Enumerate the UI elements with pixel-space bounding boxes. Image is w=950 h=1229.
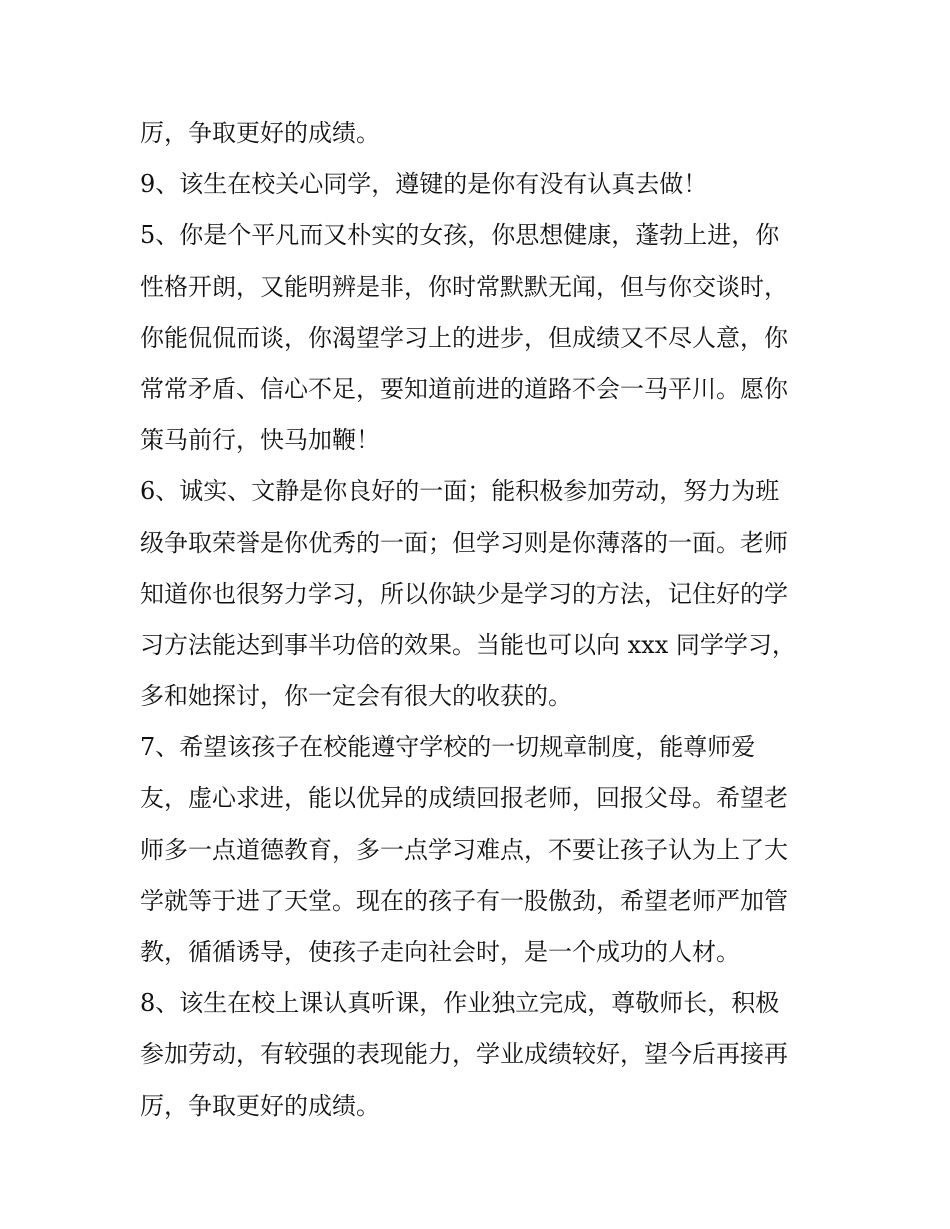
text-line: 师多一点道德教育，多一点学习难点，不要让孩子认为上了大 [140, 835, 788, 864]
text-line: 多和她探讨，你一定会有很大的收获的。 [140, 682, 572, 711]
text-line: 习方法能达到事半功倍的效果。当能也可以向 xxx 同学学习， [140, 630, 796, 659]
text-line: 8、该生在校上课认真听课，作业独立完成，尊敬师长，积极 [140, 989, 780, 1018]
text-line: 教，循循诱导，使孩子走向社会时，是一个成功的人材。 [140, 938, 740, 966]
text-line: 策马前行，快马加鞭！ [140, 426, 380, 455]
text-line: 性格开朗，又能明辨是非，你时常默默无闻，但与你交谈时， [140, 272, 788, 301]
text-line: 级争取荣誉是你优秀的一面；但学习则是你薄落的一面。老师 [140, 528, 788, 557]
text-line: 你能侃侃而谈，你渴望学习上的进步，但成绩又不尽人意，你 [140, 323, 788, 352]
text-line: 知道你也很努力学习，所以你缺少是学习的方法，记住好的学 [140, 579, 788, 608]
text-line: 厉，争取更好的成绩。 [140, 1091, 380, 1120]
text-line: 7、希望该孩子在校能遵守学校的一切规章制度，能尊师爱 [140, 733, 756, 762]
document-body [140, 108, 820, 1132]
text-line: 9、该生在校关心同学，遵键的是你有没有认真去做！ [140, 170, 708, 199]
text-line: 5、你是个平凡而又朴实的女孩，你思想健康，蓬勃上进，你 [140, 221, 780, 250]
text-line: 厉，争取更好的成绩。 [140, 119, 380, 147]
text-line: 参加劳动，有较强的表现能力，学业成绩较好，望今后再接再 [140, 1040, 788, 1069]
text-line: 常常矛盾、信心不足，要知道前进的道路不会一马平川。愿你 [140, 374, 788, 403]
text-line: 6、诚实、文静是你良好的一面；能积极参加劳动，努力为班 [140, 477, 780, 506]
text-line: 学就等于进了天堂。现在的孩子有一股傲劲，希望老师严加管 [140, 886, 788, 915]
text-line: 友，虚心求进，能以优异的成绩回报老师，回报父母。希望老 [140, 784, 788, 813]
